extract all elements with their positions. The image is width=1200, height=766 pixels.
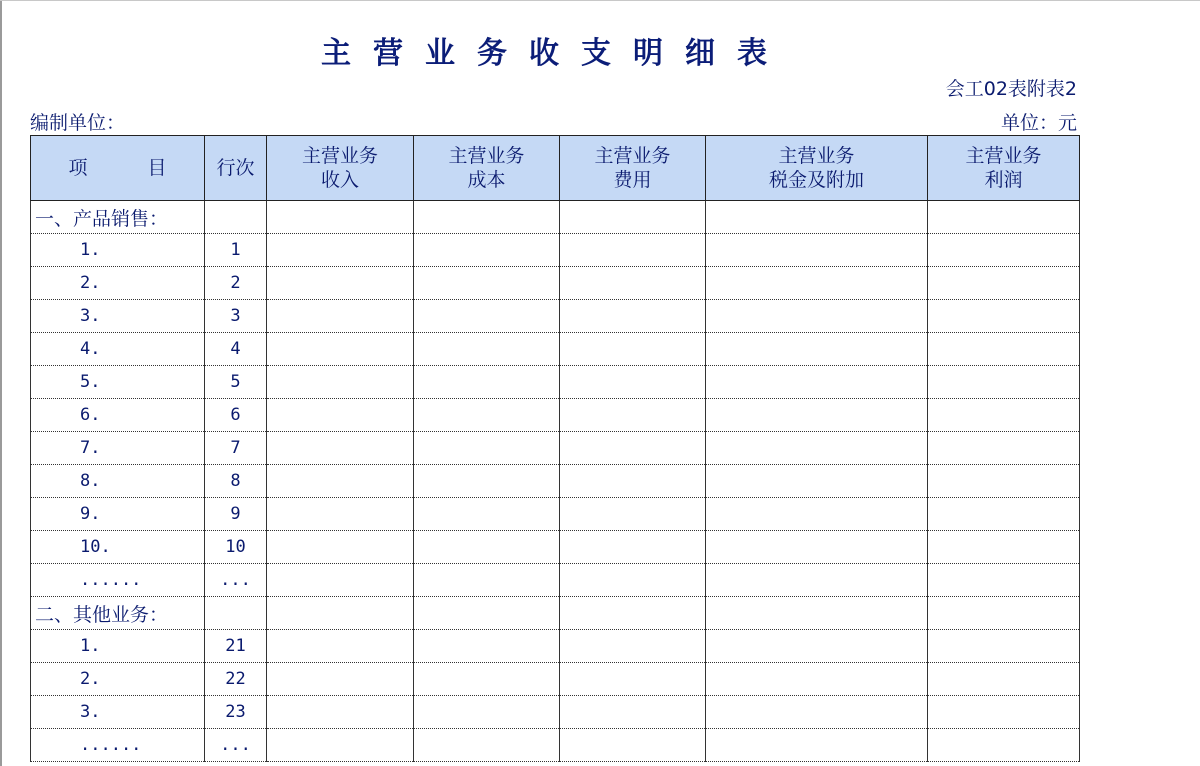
expense-cell[interactable]: [560, 597, 706, 630]
revenue-cell[interactable]: [267, 465, 414, 498]
revenue-cell[interactable]: [267, 531, 414, 564]
tax-cell[interactable]: [706, 399, 928, 432]
table-row: [31, 201, 1080, 234]
table-row: [31, 729, 1080, 762]
cost-cell[interactable]: [414, 498, 560, 531]
line-no-cell[interactable]: [205, 201, 267, 234]
item-cell[interactable]: 2.: [31, 663, 205, 696]
line-no-cell[interactable]: 22: [205, 663, 267, 696]
expense-cell[interactable]: [560, 465, 706, 498]
line-no-cell[interactable]: 3: [205, 300, 267, 333]
cost-cell[interactable]: [414, 201, 560, 234]
tax-cell[interactable]: [706, 465, 928, 498]
header-profit[interactable]: [928, 136, 1080, 201]
item-cell[interactable]: 4.: [31, 333, 205, 366]
profit-cell[interactable]: [928, 630, 1080, 663]
item-cell[interactable]: 10.: [31, 531, 205, 564]
cost-cell[interactable]: [414, 432, 560, 465]
table-row: [31, 267, 1080, 300]
header-expense-line2: 费用: [613, 169, 652, 191]
tax-cell[interactable]: [706, 729, 928, 762]
revenue-cell[interactable]: [267, 597, 414, 630]
profit-cell[interactable]: [928, 432, 1080, 465]
header-tax-line1: 主营业务: [778, 145, 855, 167]
table-row: [31, 333, 1080, 366]
table-row: [31, 498, 1080, 531]
profit-cell[interactable]: [928, 201, 1080, 234]
section-heading[interactable]: 二、其他业务：: [31, 597, 205, 630]
profit-cell[interactable]: [928, 696, 1080, 729]
form-code: 会工02表附表2: [945, 78, 1077, 100]
table-row: [31, 399, 1080, 432]
cost-cell[interactable]: [414, 663, 560, 696]
expense-cell[interactable]: [560, 366, 706, 399]
cost-cell[interactable]: [414, 267, 560, 300]
cost-cell[interactable]: [414, 729, 560, 762]
cost-cell[interactable]: [414, 564, 560, 597]
line-no-cell[interactable]: 7: [205, 432, 267, 465]
cost-cell[interactable]: [414, 333, 560, 366]
table-row: [31, 366, 1080, 399]
header-expense-line1: 主营业务: [594, 145, 671, 167]
profit-cell[interactable]: [928, 531, 1080, 564]
table-row: [31, 300, 1080, 333]
line-no-cell[interactable]: 1: [205, 234, 267, 267]
item-cell[interactable]: 1.: [31, 630, 205, 663]
cost-cell[interactable]: [414, 597, 560, 630]
expense-cell[interactable]: [560, 498, 706, 531]
item-cell[interactable]: 3.: [31, 696, 205, 729]
line-no-cell[interactable]: 4: [205, 333, 267, 366]
cost-cell[interactable]: [414, 630, 560, 663]
profit-cell[interactable]: [928, 498, 1080, 531]
expense-cell[interactable]: [560, 300, 706, 333]
cost-cell[interactable]: [414, 531, 560, 564]
header-cost-line1: 主营业务: [448, 145, 525, 167]
revenue-cell[interactable]: [267, 564, 414, 597]
cost-cell[interactable]: [414, 366, 560, 399]
section-heading[interactable]: 一、产品销售：: [31, 201, 205, 234]
expense-cell[interactable]: [560, 201, 706, 234]
tax-cell[interactable]: [706, 696, 928, 729]
item-cell[interactable]: ......: [31, 564, 205, 597]
expense-cell[interactable]: [560, 630, 706, 663]
table-row: [31, 531, 1080, 564]
tax-cell[interactable]: [706, 267, 928, 300]
revenue-cell[interactable]: [267, 696, 414, 729]
header-row: [31, 136, 1080, 201]
revenue-cell[interactable]: [267, 234, 414, 267]
tax-cell[interactable]: [706, 663, 928, 696]
item-cell[interactable]: 1.: [31, 234, 205, 267]
header-cost[interactable]: [414, 136, 560, 201]
revenue-cell[interactable]: [267, 630, 414, 663]
expense-cell[interactable]: [560, 663, 706, 696]
header-revenue-line1: 主营业务: [301, 145, 378, 167]
header-item-char-1: 项: [68, 157, 88, 179]
tax-cell[interactable]: [706, 630, 928, 663]
table-row: [31, 465, 1080, 498]
tax-cell[interactable]: [706, 531, 928, 564]
expense-cell[interactable]: [560, 234, 706, 267]
line-no-cell[interactable]: [205, 597, 267, 630]
expense-cell[interactable]: [560, 267, 706, 300]
header-item-char-2: 目: [147, 157, 167, 179]
revenue-cell[interactable]: [267, 333, 414, 366]
item-cell[interactable]: ......: [31, 729, 205, 762]
revenue-cell[interactable]: [267, 498, 414, 531]
sheet-title: 主营业务收支明细表: [321, 36, 789, 71]
profit-cell[interactable]: [928, 663, 1080, 696]
header-expense[interactable]: [560, 136, 706, 201]
line-no-cell[interactable]: ...: [205, 564, 267, 597]
header-profit-line2: 利润: [984, 169, 1023, 191]
line-no-cell[interactable]: 5: [205, 366, 267, 399]
tax-cell[interactable]: [706, 300, 928, 333]
cost-cell[interactable]: [414, 234, 560, 267]
revenue-cell[interactable]: [267, 267, 414, 300]
expense-cell[interactable]: [560, 729, 706, 762]
header-profit-line1: 主营业务: [965, 145, 1042, 167]
revenue-cell[interactable]: [267, 399, 414, 432]
table-row: [31, 234, 1080, 267]
tax-cell[interactable]: [706, 201, 928, 234]
line-no-cell[interactable]: 23: [205, 696, 267, 729]
header-line-no[interactable]: 行次: [205, 136, 267, 201]
header-cost-line2: 成本: [467, 169, 506, 191]
tax-cell[interactable]: [706, 432, 928, 465]
item-cell[interactable]: 7.: [31, 432, 205, 465]
revenue-cell[interactable]: [267, 432, 414, 465]
profit-cell[interactable]: [928, 465, 1080, 498]
line-no-cell[interactable]: 2: [205, 267, 267, 300]
revenue-cell[interactable]: [267, 366, 414, 399]
item-cell[interactable]: 6.: [31, 399, 205, 432]
item-cell[interactable]: 9.: [31, 498, 205, 531]
line-no-cell[interactable]: 9: [205, 498, 267, 531]
tax-cell[interactable]: [706, 498, 928, 531]
line-no-cell[interactable]: ...: [205, 729, 267, 762]
table-row: [31, 663, 1080, 696]
table-row: [31, 564, 1080, 597]
header-tax-line2: 税金及附加: [768, 169, 864, 191]
tax-cell[interactable]: [706, 234, 928, 267]
item-cell[interactable]: 8.: [31, 465, 205, 498]
profit-cell[interactable]: [928, 399, 1080, 432]
item-cell[interactable]: 5.: [31, 366, 205, 399]
expense-cell[interactable]: [560, 399, 706, 432]
cost-cell[interactable]: [414, 465, 560, 498]
line-no-cell[interactable]: 6: [205, 399, 267, 432]
profit-cell[interactable]: [928, 366, 1080, 399]
compiling-unit-label: 编制单位：: [30, 112, 126, 134]
expense-cell[interactable]: [560, 333, 706, 366]
profit-cell[interactable]: [928, 564, 1080, 597]
cost-cell[interactable]: [414, 696, 560, 729]
tax-cell[interactable]: [706, 564, 928, 597]
profit-cell[interactable]: [928, 267, 1080, 300]
revenue-cell[interactable]: [267, 663, 414, 696]
header-item[interactable]: [31, 136, 205, 201]
tax-cell[interactable]: [706, 333, 928, 366]
header-tax[interactable]: [706, 136, 928, 201]
revenue-cell[interactable]: [267, 201, 414, 234]
header-revenue-line2: 收入: [320, 169, 359, 191]
table-row: [31, 696, 1080, 729]
expense-cell[interactable]: [560, 564, 706, 597]
revenue-expense-table: [30, 135, 1080, 762]
tax-cell[interactable]: [706, 597, 928, 630]
expense-cell[interactable]: [560, 696, 706, 729]
table-row: [31, 597, 1080, 630]
item-cell[interactable]: 3.: [31, 300, 205, 333]
expense-cell[interactable]: [560, 432, 706, 465]
header-revenue[interactable]: [267, 136, 414, 201]
window-left-border: [0, 0, 2, 766]
profit-cell[interactable]: [928, 597, 1080, 630]
cost-cell[interactable]: [414, 300, 560, 333]
cost-cell[interactable]: [414, 399, 560, 432]
revenue-cell[interactable]: [267, 729, 414, 762]
currency-unit-label: 单位：元: [1000, 112, 1077, 134]
item-cell[interactable]: 2.: [31, 267, 205, 300]
profit-cell[interactable]: [928, 234, 1080, 267]
line-no-cell[interactable]: 8: [205, 465, 267, 498]
tax-cell[interactable]: [706, 366, 928, 399]
revenue-cell[interactable]: [267, 300, 414, 333]
table-row: [31, 432, 1080, 465]
profit-cell[interactable]: [928, 300, 1080, 333]
line-no-cell[interactable]: 21: [205, 630, 267, 663]
profit-cell[interactable]: [928, 333, 1080, 366]
expense-cell[interactable]: [560, 531, 706, 564]
table-row: [31, 630, 1080, 663]
window-top-border: [0, 0, 1200, 1]
profit-cell[interactable]: [928, 729, 1080, 762]
line-no-cell[interactable]: 10: [205, 531, 267, 564]
